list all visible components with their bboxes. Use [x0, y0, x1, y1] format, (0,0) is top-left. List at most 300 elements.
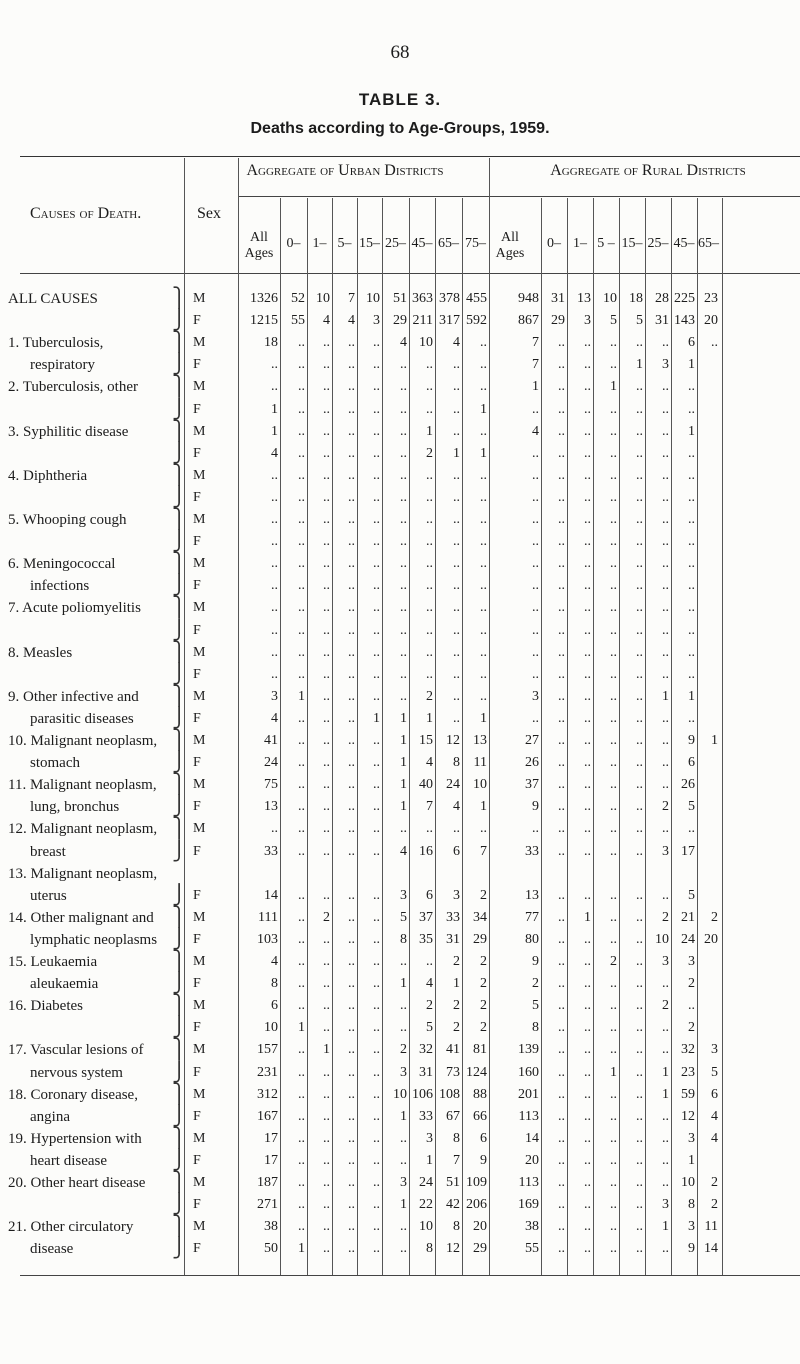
rural-cell: ..: [584, 887, 591, 903]
rural-cell: ..: [662, 755, 669, 771]
rural-cell: ..: [610, 799, 617, 815]
table-row: [0, 1128, 800, 1150]
urban-cell: 8: [453, 755, 460, 771]
urban-cell: ..: [298, 556, 305, 572]
rural-cell: 26: [525, 755, 539, 771]
urban-cell: ..: [480, 357, 487, 373]
rural-cell: ..: [636, 489, 643, 505]
rural-cell: ..: [610, 710, 617, 726]
brace-glyph: ⎫: [172, 1083, 187, 1105]
rural-cell: ..: [532, 467, 539, 483]
urban-cell: 7: [453, 1152, 460, 1168]
rural-cell: ..: [662, 887, 669, 903]
urban-cell: ..: [323, 710, 330, 726]
table-row: [0, 531, 800, 553]
rural-cell: ..: [584, 578, 591, 594]
urban-cell: ..: [271, 821, 278, 837]
urban-cell: ..: [373, 379, 380, 395]
urban-cell: 2: [453, 1020, 460, 1036]
urban-cell: ..: [298, 1219, 305, 1235]
urban-cell: 2: [400, 1042, 407, 1058]
rural-cell: 3: [688, 1130, 695, 1146]
column-header: 1–: [573, 236, 587, 251]
urban-cell: 1: [480, 401, 487, 417]
rural-cell: ..: [662, 1152, 669, 1168]
urban-cell: ..: [271, 489, 278, 505]
table-subtitle: Deaths according to Age-Groups, 1959.: [250, 120, 550, 137]
urban-cell: ..: [373, 512, 380, 527]
rural-cell: ..: [662, 379, 669, 395]
rural-cell: ..: [636, 1130, 643, 1146]
rural-cell: ..: [558, 821, 565, 837]
sex-cell: F: [193, 401, 201, 417]
brace-glyph: ⎫: [172, 332, 187, 354]
causes-header: Causes of Death.: [30, 205, 142, 222]
urban-cell: ..: [373, 1020, 380, 1036]
rural-cell: ..: [610, 1086, 617, 1102]
rural-cell: ..: [610, 644, 617, 660]
brace-glyph: ⎫: [172, 1216, 187, 1238]
table-row: [0, 1150, 800, 1172]
table-row: [0, 841, 800, 863]
column-header: All Ages: [495, 230, 525, 261]
urban-cell: ..: [323, 556, 330, 572]
brace-glyph: ⎭: [172, 1194, 187, 1216]
rural-cell: ..: [662, 821, 669, 837]
urban-cell: ..: [426, 467, 433, 483]
rural-cell: 1: [610, 1064, 617, 1080]
urban-cell: 7: [426, 799, 433, 815]
urban-cell: ..: [271, 467, 278, 483]
rural-cell: ..: [688, 467, 695, 483]
urban-cell: 22: [419, 1197, 433, 1213]
rural-cell: ..: [558, 600, 565, 616]
cause-label: 3. Syphilitic disease: [8, 423, 129, 440]
column-header: 5 –: [597, 236, 615, 251]
cause-label: lymphatic neoplasms: [30, 931, 158, 948]
urban-cell: 8: [426, 1241, 433, 1257]
rural-cell: 1: [688, 1152, 695, 1168]
rural-cell: 7: [532, 357, 539, 373]
rural-cell: ..: [532, 512, 539, 527]
cause-label: aleukaemia: [30, 976, 99, 993]
urban-cell: ..: [453, 688, 460, 704]
urban-cell: ..: [373, 843, 380, 859]
rural-cell: 24: [681, 931, 695, 947]
cause-label: 11. Malignant neoplasm,: [8, 777, 157, 794]
rural-cell: ..: [558, 843, 565, 859]
rural-cell: ..: [532, 666, 539, 682]
urban-cell: ..: [298, 379, 305, 395]
rural-cell: ..: [662, 777, 669, 793]
rural-cell: 6: [688, 335, 695, 351]
urban-cell: ..: [400, 688, 407, 704]
rural-cell: 13: [577, 291, 591, 306]
urban-cell: ..: [453, 666, 460, 682]
urban-cell: ..: [373, 467, 380, 483]
rural-cell: ..: [558, 512, 565, 527]
rural-cell: ..: [636, 755, 643, 771]
rural-cell: ..: [636, 1108, 643, 1124]
rural-cell: ..: [636, 622, 643, 638]
urban-cell: ..: [480, 622, 487, 638]
sex-cell: F: [193, 1197, 201, 1213]
sex-cell: F: [193, 445, 201, 461]
sex-cell: F: [193, 1108, 201, 1124]
rural-cell: ..: [558, 556, 565, 572]
sex-cell: M: [193, 733, 206, 748]
urban-cell: ..: [348, 379, 355, 395]
rural-cell: ..: [610, 534, 617, 550]
rural-cell: ..: [610, 887, 617, 903]
urban-cell: ..: [348, 357, 355, 373]
rural-cell: ..: [636, 1241, 643, 1257]
urban-cell: ..: [480, 600, 487, 616]
rural-cell: ..: [610, 1219, 617, 1235]
rural-cell: 14: [525, 1130, 539, 1146]
rural-cell: ..: [636, 954, 643, 969]
urban-cell: ..: [373, 600, 380, 616]
urban-cell: 88: [473, 1086, 487, 1102]
urban-cell: ..: [348, 799, 355, 815]
urban-cell: ..: [323, 1175, 330, 1190]
urban-cell: ..: [348, 976, 355, 992]
rural-cell: ..: [636, 666, 643, 682]
urban-cell: 6: [271, 998, 278, 1014]
rural-cell: 2: [532, 976, 539, 992]
urban-cell: ..: [373, 1219, 380, 1235]
table-row: [0, 288, 800, 310]
urban-cell: ..: [400, 445, 407, 461]
urban-cell: 4: [453, 335, 460, 351]
brace-glyph: ⎫: [172, 1039, 187, 1061]
sex-cell: M: [193, 821, 206, 837]
rural-cell: ..: [558, 1130, 565, 1146]
urban-cell: 4: [426, 976, 433, 992]
urban-cell: ..: [480, 489, 487, 505]
urban-cell: ..: [323, 1086, 330, 1102]
urban-cell: ..: [373, 644, 380, 660]
urban-cell: 33: [264, 843, 278, 859]
brace-glyph: ⎫: [172, 288, 187, 309]
sex-cell: M: [193, 379, 206, 395]
urban-cell: 109: [466, 1175, 487, 1190]
urban-cell: ..: [348, 401, 355, 417]
brace-glyph: ⎭: [172, 1017, 187, 1039]
urban-cell: ..: [323, 976, 330, 992]
sex-cell: F: [193, 622, 201, 638]
urban-cell: ..: [373, 777, 380, 793]
brace-glyph: ⎭: [172, 531, 187, 553]
urban-cell: ..: [400, 644, 407, 660]
brace-glyph: ⎭: [172, 398, 187, 420]
rural-cell: ..: [584, 467, 591, 483]
table-row: [0, 686, 800, 708]
rural-cell: ..: [558, 357, 565, 373]
brace-glyph: ⎭: [172, 796, 187, 818]
table-row: [0, 664, 800, 686]
urban-cell: 24: [264, 755, 278, 771]
urban-cell: 187: [257, 1175, 278, 1190]
rural-cell: 11: [704, 1219, 718, 1235]
urban-cell: 41: [446, 1042, 460, 1058]
rural-cell: ..: [584, 976, 591, 992]
urban-cell: 1: [271, 423, 278, 439]
rural-cell: ..: [584, 1086, 591, 1102]
urban-cell: ..: [453, 556, 460, 572]
table-row: [0, 1172, 800, 1194]
urban-cell: ..: [373, 556, 380, 572]
urban-cell: ..: [323, 1020, 330, 1036]
cause-label: 4. Diphtheria: [8, 467, 88, 484]
urban-cell: 40: [419, 777, 433, 793]
cause-label: 10. Malignant neoplasm,: [8, 733, 158, 749]
table-row: [0, 376, 800, 398]
rural-cell: ..: [610, 1197, 617, 1213]
rural-cell: ..: [636, 401, 643, 417]
cause-label: 6. Meningococcal: [8, 556, 116, 573]
rural-cell: ..: [558, 401, 565, 417]
urban-cell: ..: [323, 1197, 330, 1213]
urban-cell: ..: [426, 357, 433, 373]
rural-cell: ..: [558, 909, 565, 925]
urban-cell: 10: [473, 777, 487, 793]
urban-cell: ..: [298, 335, 305, 351]
urban-cell: ..: [400, 821, 407, 837]
rural-cell: 4: [711, 1108, 718, 1124]
rural-cell: ..: [584, 622, 591, 638]
rural-cell: ..: [584, 666, 591, 682]
urban-cell: 4: [271, 710, 278, 726]
rural-cell: ..: [662, 1020, 669, 1036]
brace-glyph: ⎫: [172, 597, 187, 619]
rural-cell: ..: [610, 401, 617, 417]
rural-cell: ..: [662, 1108, 669, 1124]
rural-cell: ..: [584, 1197, 591, 1213]
urban-cell: ..: [298, 931, 305, 947]
sex-cell: M: [193, 909, 206, 925]
rural-cell: ..: [610, 556, 617, 572]
sex-cell: F: [193, 976, 201, 992]
rural-cell: ..: [662, 335, 669, 351]
rural-cell: ..: [688, 556, 695, 572]
urban-cell: ..: [298, 423, 305, 439]
urban-cell: ..: [323, 688, 330, 704]
urban-cell: 1: [298, 1241, 305, 1257]
urban-cell: 4: [400, 335, 407, 351]
column-header: 1–: [312, 236, 327, 251]
rural-cell: ..: [558, 755, 565, 771]
rural-cell: ..: [584, 1020, 591, 1036]
urban-cell: ..: [298, 998, 305, 1014]
column-header: 0–: [286, 236, 301, 251]
urban-cell: 3: [373, 313, 380, 329]
urban-cell: ..: [298, 1064, 305, 1080]
urban-cell: ..: [373, 755, 380, 771]
brace-glyph: ⎫: [172, 685, 187, 707]
urban-cell: ..: [400, 600, 407, 616]
urban-cell: 3: [271, 688, 278, 704]
urban-cell: ..: [453, 644, 460, 660]
urban-cell: 1: [400, 710, 407, 726]
urban-cell: ..: [323, 777, 330, 793]
cause-label: 15. Leukaemia: [8, 954, 98, 970]
table-row: [0, 620, 800, 642]
rural-cell: 1: [711, 733, 718, 748]
urban-cell: ..: [400, 666, 407, 682]
urban-cell: ..: [323, 622, 330, 638]
brace-glyph: ⎭: [172, 707, 187, 729]
urban-cell: ..: [323, 666, 330, 682]
rural-cell: ..: [636, 335, 643, 351]
urban-cell: ..: [373, 1108, 380, 1124]
urban-cell: ..: [323, 799, 330, 815]
rural-cell: ..: [636, 512, 643, 527]
rural-cell: ..: [636, 688, 643, 704]
sex-cell: M: [193, 600, 206, 616]
urban-cell: 2: [453, 954, 460, 969]
brace-glyph: ⎭: [172, 840, 187, 862]
rural-cell: 2: [662, 998, 669, 1014]
rural-cell: ..: [636, 578, 643, 594]
rural-cell: ..: [584, 998, 591, 1014]
table-row: [0, 1194, 800, 1216]
urban-cell: ..: [323, 1108, 330, 1124]
urban-cell: ..: [373, 1130, 380, 1146]
column-header: 65–: [438, 236, 459, 251]
urban-cell: ..: [426, 489, 433, 505]
rural-cell: 4: [532, 423, 539, 439]
urban-cell: ..: [348, 600, 355, 616]
urban-cell: 1: [400, 1197, 407, 1213]
rural-cell: ..: [558, 998, 565, 1014]
urban-cell: ..: [480, 379, 487, 395]
rural-cell: ..: [532, 644, 539, 660]
urban-cell: ..: [480, 423, 487, 439]
urban-cell: 41: [264, 733, 278, 748]
column-header: 5–: [337, 236, 352, 251]
sex-cell: M: [193, 556, 206, 572]
urban-cell: ..: [298, 622, 305, 638]
rural-cell: ..: [662, 1175, 669, 1190]
rural-cell: 8: [688, 1197, 695, 1213]
sex-cell: F: [193, 799, 201, 815]
urban-cell: 8: [453, 1130, 460, 1146]
brace-glyph: ⎫: [172, 774, 187, 796]
urban-cell: ..: [298, 843, 305, 859]
brace-glyph: ⎫: [172, 464, 187, 486]
urban-cell: ..: [373, 335, 380, 351]
rural-cell: ..: [610, 423, 617, 439]
brace-glyph: ⎫: [172, 1127, 187, 1149]
urban-cell: 17: [264, 1130, 278, 1146]
sex-cell: M: [193, 291, 206, 306]
urban-cell: 33: [419, 1108, 433, 1124]
urban-cell: 1: [400, 1108, 407, 1124]
urban-cell: ..: [480, 556, 487, 572]
table-row: [0, 708, 800, 730]
urban-cell: 8: [453, 1219, 460, 1235]
urban-cell: ..: [400, 357, 407, 373]
urban-cell: ..: [298, 512, 305, 527]
rural-cell: 37: [525, 777, 539, 793]
rural-cell: ..: [584, 1241, 591, 1257]
table-row: [0, 597, 800, 619]
urban-cell: ..: [271, 357, 278, 373]
sex-cell: F: [193, 931, 201, 947]
rural-cell: ..: [610, 445, 617, 461]
cause-label: 20. Other heart disease: [8, 1175, 146, 1191]
urban-cell: 3: [400, 1175, 407, 1190]
urban-cell: ..: [426, 954, 433, 969]
rural-cell: 1: [610, 379, 617, 395]
table-row: [0, 818, 800, 840]
urban-cell: ..: [298, 799, 305, 815]
urban-cell: ..: [348, 733, 355, 748]
rural-cell: ..: [584, 821, 591, 837]
cause-label: 19. Hypertension with: [8, 1130, 142, 1147]
rural-cell: ..: [610, 512, 617, 527]
urban-cell: ..: [348, 423, 355, 439]
rural-cell: 3: [688, 1219, 695, 1235]
header-rule: [238, 196, 800, 197]
rural-cell: 31: [551, 291, 565, 306]
urban-cell: 7: [480, 843, 487, 859]
rural-cell: ..: [610, 335, 617, 351]
urban-cell: ..: [323, 1219, 330, 1235]
urban-cell: 4: [348, 313, 355, 329]
rural-cell: 20: [704, 313, 718, 329]
urban-cell: ..: [426, 600, 433, 616]
rural-cell: ..: [584, 1219, 591, 1235]
urban-cell: ..: [400, 556, 407, 572]
urban-cell: ..: [373, 909, 380, 925]
urban-cell: 13: [264, 799, 278, 815]
urban-cell: ..: [323, 644, 330, 660]
urban-cell: ..: [348, 1108, 355, 1124]
column-header: 15–: [359, 236, 380, 251]
urban-cell: ..: [373, 998, 380, 1014]
sex-cell: F: [193, 357, 201, 373]
sex-cell: F: [193, 843, 201, 859]
urban-cell: 1: [400, 755, 407, 771]
rural-cell: ..: [688, 379, 695, 395]
urban-cell: ..: [373, 489, 380, 505]
cause-label: heart disease: [30, 1152, 108, 1169]
urban-cell: 4: [400, 843, 407, 859]
rural-cell: ..: [558, 1197, 565, 1213]
urban-cell: ..: [373, 357, 380, 373]
rural-cell: ..: [532, 821, 539, 837]
sex-cell: F: [193, 313, 201, 329]
urban-cell: 73: [446, 1064, 460, 1080]
urban-cell: ..: [373, 578, 380, 594]
urban-cell: ..: [298, 1152, 305, 1168]
urban-cell: 3: [453, 887, 460, 903]
urban-group-header: Aggregate of Urban Districts: [246, 162, 444, 179]
sex-cell: M: [193, 777, 206, 793]
urban-cell: 157: [257, 1042, 278, 1058]
urban-cell: ..: [348, 644, 355, 660]
urban-cell: 12: [446, 1241, 460, 1257]
urban-cell: ..: [400, 534, 407, 550]
sex-header: Sex: [197, 205, 221, 222]
urban-cell: 34: [473, 909, 487, 925]
rural-cell: ..: [610, 821, 617, 837]
brace-glyph: ⎫: [172, 1172, 187, 1193]
urban-cell: 51: [446, 1175, 460, 1190]
urban-cell: ..: [400, 401, 407, 417]
